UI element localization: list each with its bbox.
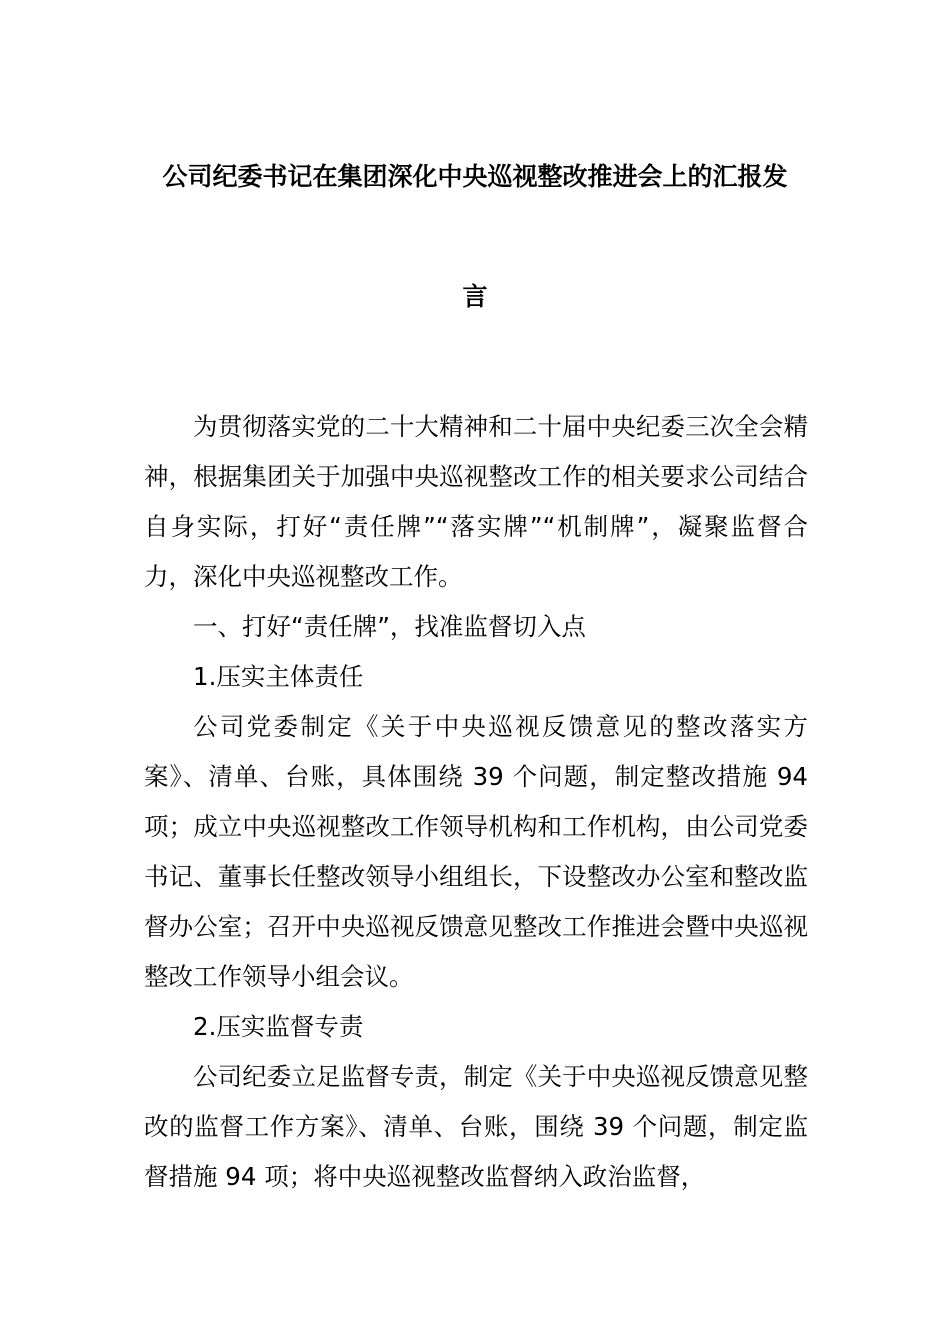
section-heading-1: 一、打好“责任牌”，找准监督切入点 [193, 612, 586, 641]
document-title-line-1: 公司纪委书记在集团深化中央巡视整改推进会上的汇报发 [162, 162, 788, 191]
paragraph-main-responsibility: 公司党委制定《关于中央巡视反馈意见的整改落实方案》、清单、台账，具体围绕 39 个问题，制定整改措施 94 项；成立中央巡视整改工作领导机构和工作机构，由公司党委书记、董事长任整改领导小组组长，下设整改办公室和整改监督办公室；召开中央巡视反馈意见整改工作推进会暨中央巡视整改工作领导小组会议。 [144, 712, 808, 991]
subsection-heading-1-2: 2.压实监督专责 [193, 1012, 364, 1041]
paragraph-intro: 为贯彻落实党的二十大精神和二十届中央纪委三次全会精神，根据集团关于加强中央巡视整改工作的相关要求公司结合自身实际，打好“责任牌”“落实牌”“机制牌”，凝聚监督合力，深化中央巡视整改工作。 [144, 412, 808, 591]
document-body [144, 402, 808, 1202]
paragraph-supervision-responsibility: 公司纪委立足监督专责，制定《关于中央巡视反馈意见整改的监督工作方案》、清单、台账，围绕 39 个问题，制定监督措施 94 项；将中央巡视整改监督纳入政治监督， [144, 1062, 808, 1191]
document-title-line-2: 言 [462, 282, 488, 311]
subsection-heading-1-1: 1.压实主体责任 [193, 662, 364, 691]
